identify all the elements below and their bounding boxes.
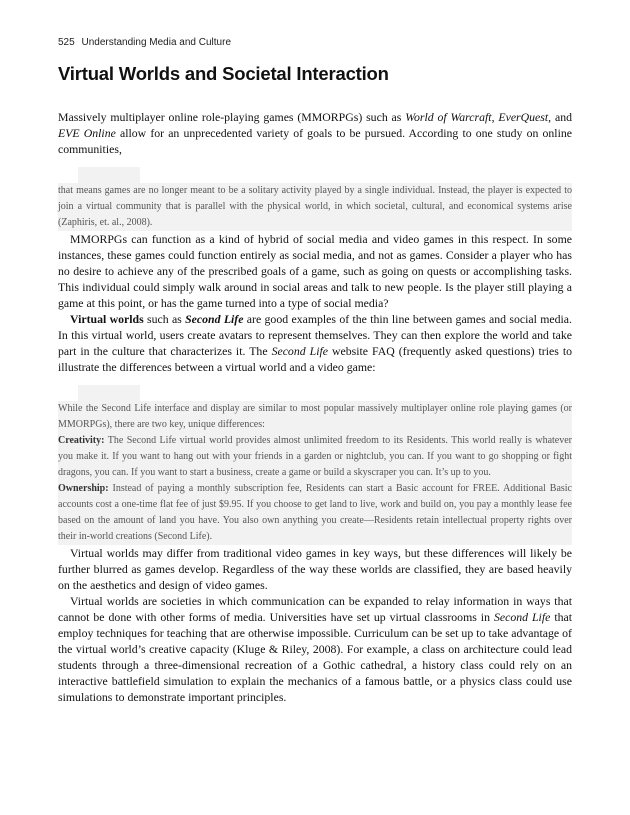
text-run: Virtual worlds are societies in which communication can be expanded to relay information in ways that cannot be done with other forms of media. Universities have set up virtual classrooms in — [58, 594, 572, 624]
game-title: EVE Online — [58, 126, 116, 140]
game-title: EverQuest — [498, 110, 549, 124]
blockquote-second-life-faq — [58, 401, 572, 545]
text-run: such as — [143, 312, 186, 326]
key-term: Virtual worlds — [70, 312, 144, 326]
faq-ownership — [58, 481, 572, 545]
faq-text: Instead of paying a monthly subscription fee, Residents can start a Basic account for FREE. Additional Basic accounts cost a one-time flat fee of just $9.95. If you choose to get land to live, work and build on, you pay a monthly lease fee based on the amount of land you have. You also own anything you create—Residents retain intellectual property rights over their in-world creations (Second Life). — [58, 483, 572, 542]
faq-label: Creativity: — [58, 435, 105, 446]
faq-intro: While the Second Life interface and display are similar to most popular massively multiplayer online role playing games (or MMORPGs), there are two key, unique differences: — [58, 403, 572, 430]
mmorpg-paragraph: MMORPGs can function as a kind of hybrid of social media and video games in this respect. In some instances, these games could function entirely as social media, and not as games. Consider a player who has no desire to achieve any of the prescribed goals of a game, such as going on quests or accomplishing tasks. This individual could simply walk around in social areas and talk to new people. Is the player still playing a game at this point, or has the game turned into a type of social media? — [58, 232, 572, 310]
text-run: are good examples of the thin line between games and social media. In this virtual world, users create avatars to represent themselves. They can then explore the world and take part in the culture that characterizes it. The — [58, 312, 572, 358]
societies-paragraph — [58, 593, 572, 705]
page-number: 525 — [58, 37, 75, 48]
intro-paragraph — [58, 109, 572, 157]
blockquote-zaphiris — [58, 183, 572, 231]
key-term-title: Second Life — [185, 312, 244, 326]
running-head — [58, 36, 572, 50]
game-title: Second Life — [493, 610, 551, 624]
document-page — [58, 36, 572, 705]
section-title: Virtual Worlds and Societal Interaction — [58, 63, 389, 84]
text-run: , and — [548, 110, 572, 124]
blockquote-text: that means games are no longer meant to be a solitary activity played by a single individual. Instead, the player is expected to join a virtual community that is parallel with the physical world, in which societal, cultural, and economical systems arise (Zaphiris, et. al., 2008). — [58, 185, 572, 228]
differ-paragraph: Virtual worlds may differ from traditional video games in key ways, but these differences will likely be further blurred as games develop. Regardless of the way these worlds are classified, they are based heavily on the aesthetics and design of video games. — [58, 546, 572, 592]
faq-text: The Second Life virtual world provides almost unlimited freedom to its Residents. This world really is whatever you make it. If you want to hang out with your friends in a garden or nightclub, you can. If you want to go shopping or fight dragons, you can. If you want to start a business, create a game or build a skyscraper you can. It’s up to you. — [58, 435, 572, 478]
text-run: allow for an unprecedented variety of goals to be pursued. According to one study on online communities, — [58, 126, 572, 156]
game-title: Second Life — [271, 344, 328, 358]
text-run: that employ techniques for teaching that are otherwise impossible. Curriculum can be set up to take advantage of the virtual world’s creative capacity (Kluge & Riley, 2008). For example, a class on architecture could lead students through a three-dimensional recreation of a Gothic cathedral, a history class could rely on an interactive battlefield simulation to explain the mechanics of a famous battle, or a physics class could use simulations to demonstrate important principles. — [58, 610, 573, 704]
blockquote-tab — [78, 167, 140, 183]
text-run: , — [491, 110, 499, 124]
faq-creativity — [58, 433, 572, 481]
book-title: Understanding Media and Culture — [81, 37, 232, 48]
faq-label: Ownership: — [58, 483, 109, 494]
game-title: World of Warcraft — [405, 110, 492, 124]
blockquote-tab — [78, 385, 140, 401]
text-run: Massively multiplayer online role-playing games (MMORPGs) such as — [58, 110, 406, 124]
virtual-worlds-paragraph — [58, 311, 572, 375]
text-run: website FAQ (frequently asked questions) tries to illustrate the differences between a virtual world and a video game: — [58, 344, 572, 374]
